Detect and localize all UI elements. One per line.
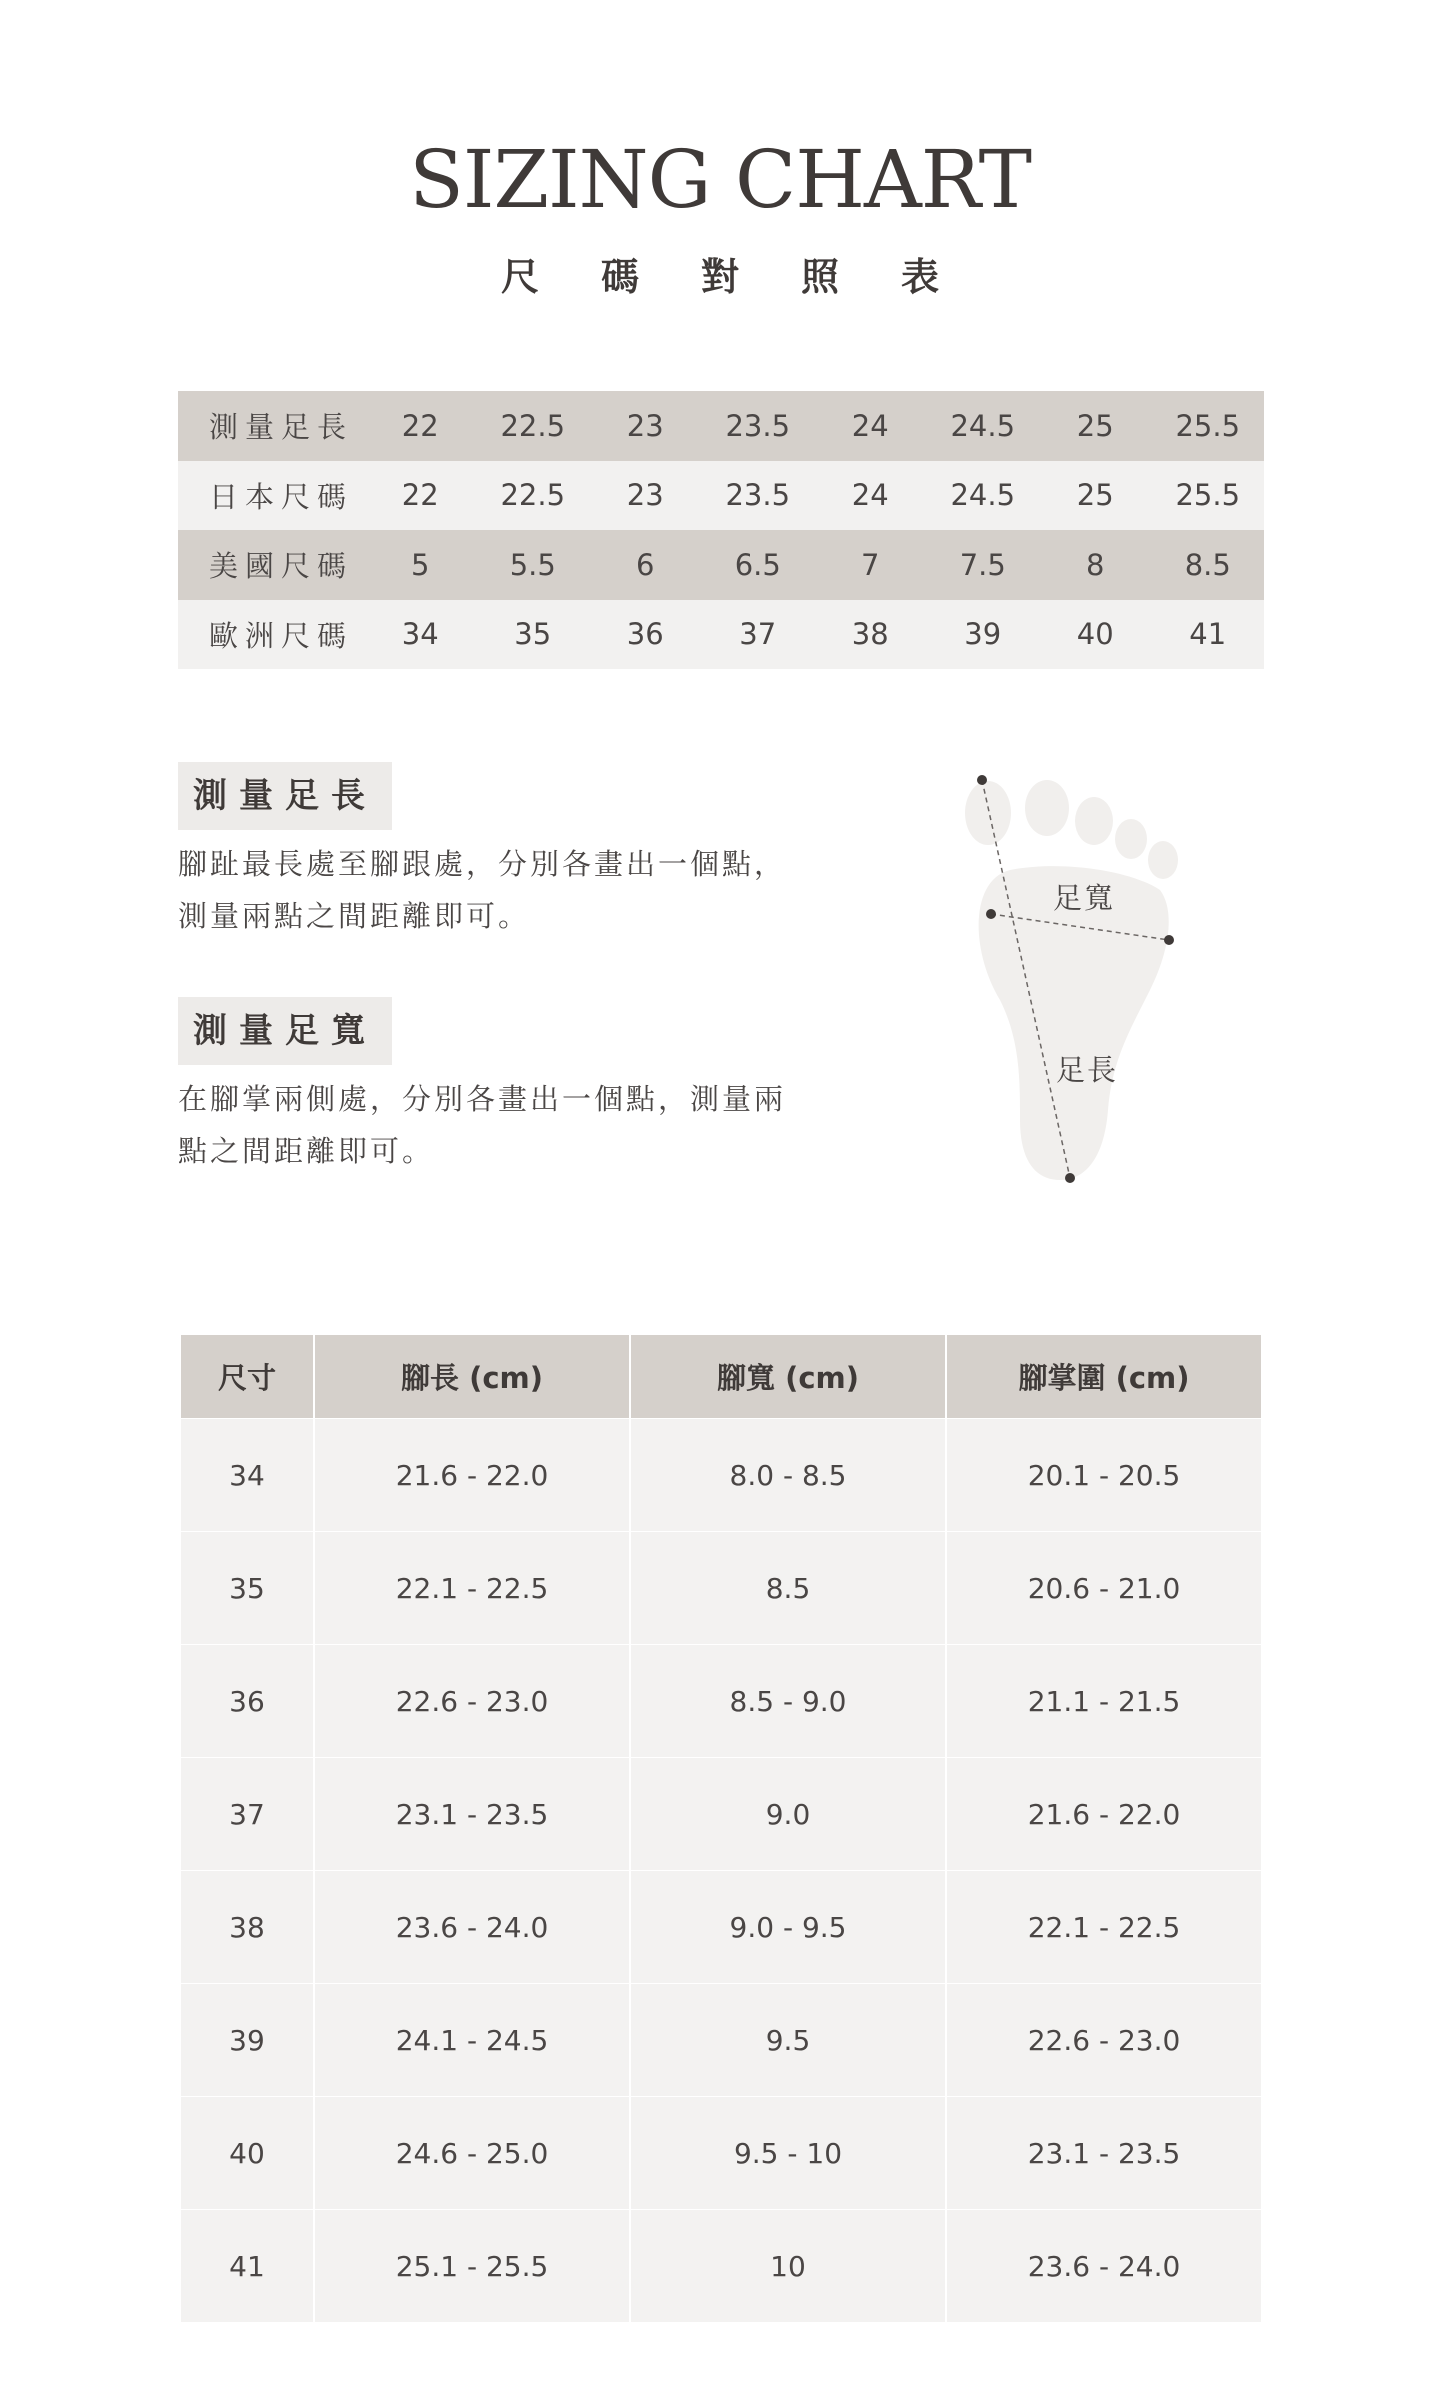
- text-line: 點之間距離即可。: [178, 1134, 435, 1168]
- table-cell: 8.5 - 9.0: [629, 1645, 945, 1757]
- table-cell: 7.5: [959, 547, 1006, 582]
- table-cell: 22: [401, 408, 439, 443]
- table-cell: 8.5: [1184, 547, 1231, 582]
- table-cell: 37: [229, 1797, 265, 1831]
- table-cell: 8: [1086, 547, 1105, 582]
- table-cell: 8.5: [629, 1532, 945, 1644]
- table-cell: 7: [861, 547, 880, 582]
- table-cell: 24.5: [950, 408, 1016, 443]
- table-cell: 24: [851, 408, 889, 443]
- table-cell: 21.1 - 21.5: [945, 1645, 1261, 1757]
- table-row: [181, 1983, 1261, 2096]
- table-cell: 22.5: [500, 478, 566, 513]
- toe-shape: [965, 781, 1011, 845]
- table-cell: 35: [514, 617, 552, 652]
- foot-diagram: [940, 760, 1200, 1200]
- measure-width-heading: 測量足寬: [178, 997, 392, 1065]
- table-cell: 9.0: [629, 1758, 945, 1870]
- text-line: 腳趾最長處至腳跟處，分別各畫出一個點，: [178, 847, 787, 881]
- measure-width-text: [178, 1073, 818, 1177]
- table-cell: 35: [229, 1571, 265, 1605]
- width-left-dot: [986, 909, 996, 919]
- table-row: [181, 2096, 1261, 2209]
- table-row: [181, 1644, 1261, 1757]
- table-row: [181, 1418, 1261, 1531]
- table-cell: 10: [629, 2210, 945, 2322]
- table-cell: 23: [626, 408, 664, 443]
- table-cell: 9.0 - 9.5: [629, 1871, 945, 1983]
- table-row: [181, 2209, 1261, 2322]
- table-cell: 36: [229, 1684, 265, 1718]
- table-cell: 23: [626, 478, 664, 513]
- table-cell: 6.5: [734, 547, 781, 582]
- table-cell: 8.0 - 8.5: [629, 1419, 945, 1531]
- table-cell: 41: [1189, 617, 1227, 652]
- table-cell: 23.1 - 23.5: [945, 2097, 1261, 2209]
- table-cell: 38: [229, 1910, 265, 1944]
- column-header: 腳長 (cm): [313, 1335, 629, 1418]
- toe-shape: [1115, 819, 1147, 859]
- table-cell: 40: [1076, 617, 1114, 652]
- table-cell: 36: [626, 617, 664, 652]
- text-line: 在腳掌兩側處，分別各畫出一個點，測量兩: [178, 1082, 787, 1116]
- row-label: 日本尺碼: [209, 479, 354, 514]
- column-header: 腳寬 (cm): [629, 1335, 945, 1418]
- table-cell: 24: [851, 478, 889, 513]
- length-top-dot: [977, 775, 987, 785]
- width-right-dot: [1164, 935, 1174, 945]
- table-cell: 34: [229, 1458, 265, 1492]
- table-cell: 22.6 - 23.0: [313, 1645, 629, 1757]
- table-cell: 22.1 - 22.5: [313, 1532, 629, 1644]
- table-row: [178, 600, 1264, 670]
- table-row: [181, 1757, 1261, 1870]
- column-header: 腳掌圍 (cm): [945, 1335, 1261, 1418]
- table-cell: 21.6 - 22.0: [945, 1758, 1261, 1870]
- table-cell: 24.5: [950, 478, 1016, 513]
- size-detail-table: [181, 1335, 1261, 2322]
- toe-shape: [1148, 841, 1178, 879]
- table-cell: 20.6 - 21.0: [945, 1532, 1261, 1644]
- table-row: [181, 1531, 1261, 1644]
- table-row: [178, 461, 1264, 531]
- table-cell: 21.6 - 22.0: [313, 1419, 629, 1531]
- size-conversion-table: [178, 391, 1264, 669]
- row-label: 測量足長: [209, 410, 354, 445]
- column-header: 尺寸: [217, 1361, 276, 1395]
- table-cell: 39: [229, 2023, 265, 2057]
- row-label: 歐洲尺碼: [209, 618, 354, 653]
- table-header-row: [181, 1335, 1261, 1418]
- table-cell: 24.6 - 25.0: [313, 2097, 629, 2209]
- length-bottom-dot: [1065, 1173, 1075, 1183]
- table-cell: 22.5: [500, 408, 566, 443]
- table-cell: 25: [1076, 408, 1114, 443]
- table-cell: 24.1 - 24.5: [313, 1984, 629, 2096]
- measure-length-heading: 測量足長: [178, 762, 392, 830]
- foot-length-label: 足長: [1056, 1053, 1119, 1087]
- foot-width-label: 足寬: [1053, 881, 1116, 915]
- toe-shape: [1025, 780, 1069, 836]
- table-cell: 22.1 - 22.5: [945, 1871, 1261, 1983]
- table-cell: 34: [401, 617, 439, 652]
- table-cell: 41: [229, 2249, 265, 2283]
- table-cell: 23.6 - 24.0: [945, 2210, 1261, 2322]
- table-cell: 38: [851, 617, 889, 652]
- table-cell: 25: [1076, 478, 1114, 513]
- table-row: [181, 1870, 1261, 1983]
- table-cell: 9.5: [629, 1984, 945, 2096]
- table-cell: 39: [964, 617, 1002, 652]
- table-cell: 23.5: [725, 478, 791, 513]
- toe-shape: [1075, 797, 1113, 845]
- table-cell: 25.5: [1175, 478, 1241, 513]
- table-cell: 37: [739, 617, 777, 652]
- text-line: 測量兩點之間距離即可。: [178, 899, 531, 933]
- page-title: SIZING CHART: [409, 133, 1031, 226]
- measure-length-text: [178, 838, 818, 942]
- table-cell: 9.5 - 10: [629, 2097, 945, 2209]
- table-cell: 23.6 - 24.0: [313, 1871, 629, 1983]
- table-cell: 23.5: [725, 408, 791, 443]
- page-subtitle: 尺碼對照表: [500, 254, 1001, 299]
- table-cell: 22: [401, 478, 439, 513]
- row-label: 美國尺碼: [209, 549, 354, 584]
- foot-icon: [940, 760, 1200, 1200]
- table-cell: 5.5: [509, 547, 556, 582]
- table-row: [178, 391, 1264, 461]
- table-cell: 20.1 - 20.5: [945, 1419, 1261, 1531]
- table-cell: 40: [229, 2136, 265, 2170]
- table-cell: 22.6 - 23.0: [945, 1984, 1261, 2096]
- table-cell: 25.5: [1175, 408, 1241, 443]
- table-cell: 5: [411, 547, 430, 582]
- table-cell: 25.1 - 25.5: [313, 2210, 629, 2322]
- table-cell: 6: [636, 547, 655, 582]
- table-cell: 23.1 - 23.5: [313, 1758, 629, 1870]
- table-row: [178, 530, 1264, 600]
